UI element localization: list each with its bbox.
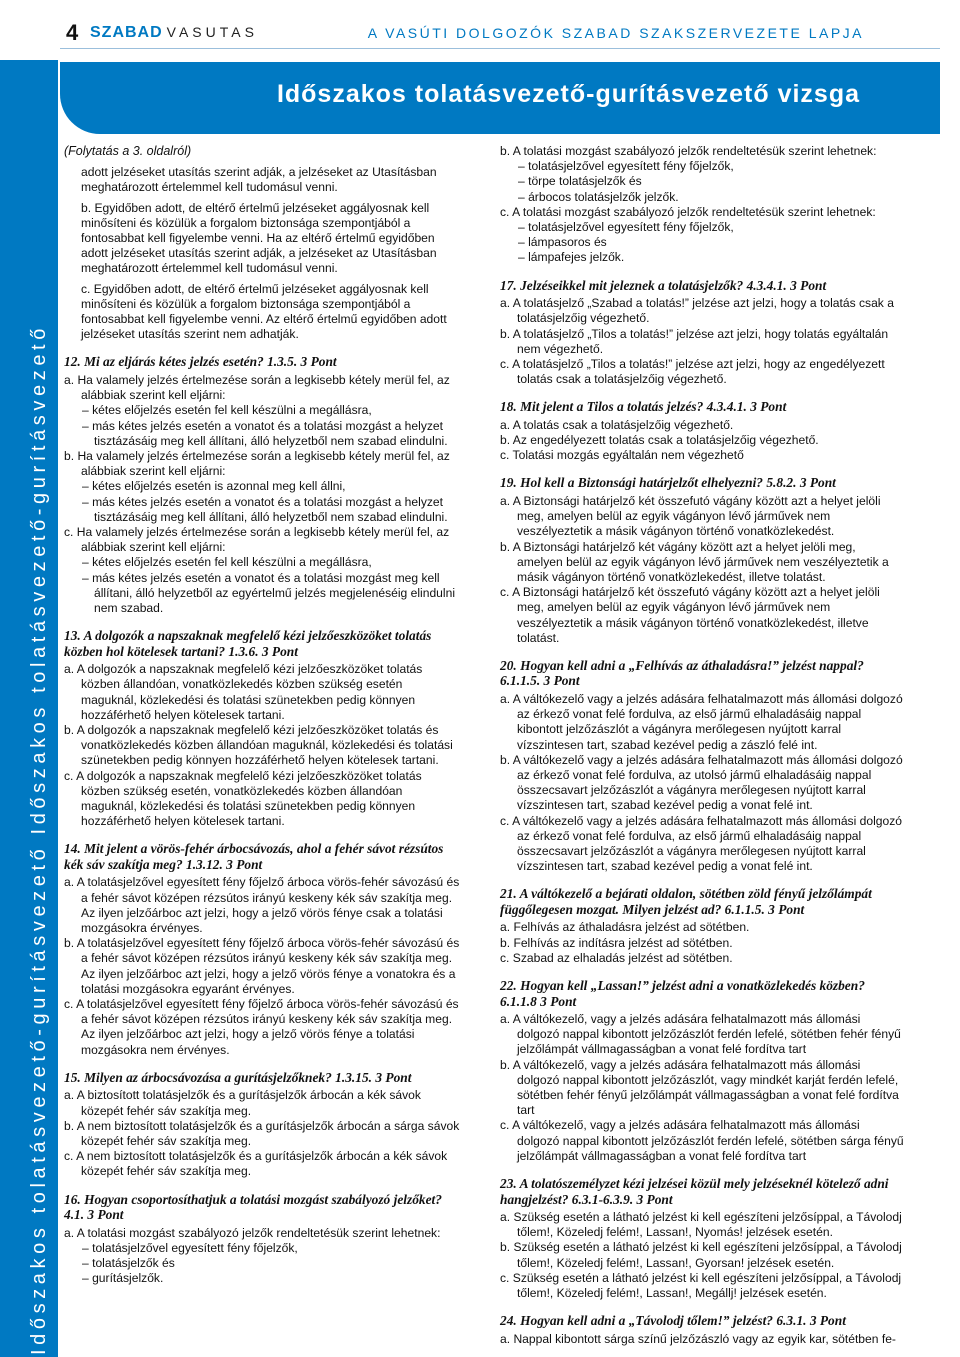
question-heading: 23. A tolatószemélyzet kézi jelzései közül mely jelzéseknél kötelező adni hangjelzést? 6.3.1-6.3.9. 3 Pont [500, 1176, 889, 1207]
answer-option: b. Ha valamely jelzés értelmezése során a legkisebb kétely merül fel, az alábbiak szerint kell eljárni: [64, 448, 450, 479]
answer-option: c. A nem biztosított tolatásjelzők és a gurításjelzők árbocán a kék sávok közepét fehér sáv szakítja meg. [64, 1149, 448, 1179]
answer-option: c. A dolgozók a napszaknak megfelelő kézi jelzőeszközöket tolatás közben szükség esetén, vonatközlekedés közben állandóan maguknál, közlekedési és tolatási szünetekben pedig könnyen hozzáférhető helyen kötelesek tartani. [64, 768, 422, 829]
answer-bullet: – lámpafejes jelzők. [518, 250, 625, 265]
answer-option: a. Nappal kibontott sárga színű jelzőzászló vagy az egyik kar, sötétben fe- [500, 1331, 896, 1346]
answer-option: a. A tolatási mozgást szabályozó jelzők rendeltetésük szerint lehetnek: [64, 1225, 441, 1240]
question-heading: 15. Milyen az árbocsávozása a gurításjelzőknek? 1.3.15. 3 Pont [64, 1069, 412, 1085]
answer-option: b. A tolatási mozgást szabályozó jelzők rendeltetésük szerint lehetnek: [500, 144, 877, 158]
answer-bullet: – kétes előjelzés esetén fel kell készülni a megállásra, [82, 555, 372, 570]
answer-bullet: – más kétes jelzés esetén a vonatot és a tolatási mozgást meg kell állítani, álló helyzetből az egyértelmű jelzés megjelenéséig elindulni nem szabad. [82, 570, 456, 615]
answer-bullet: – tolatásjelzővel egyesített fény főjelzők, [518, 220, 734, 235]
answer-option: b. Felhívás az indításra jelzést ad sötétben. [500, 935, 733, 950]
answer-option: b. Szükség esetén a látható jelzést ki kell egészíteni jelzősíppal, a Távolodj tőlem!, Közeledj felém!, Lassan!, Gyorsan! jelzések esetén. [500, 1240, 902, 1270]
answer-option: a. A biztosított tolatásjelzők és a gurításjelzők árbocán a kék sávok közepét fehér sáv szakítja meg. [64, 1088, 421, 1118]
brand-light: VASUTAS [166, 24, 258, 40]
answer-option: c. Tolatási mozgás egyáltalán nem végezhető [500, 448, 744, 463]
title-bar [60, 62, 940, 134]
answer-option: c. Szükség esetén a látható jelzést ki kell egészíteni jelzősíppal, a Távolodj tőlem!, Közeledj felém!, Lassan!, Megállj! jelzések esetén. [500, 1270, 902, 1301]
answer-option: a. A tolatásjelző „Szabad a tolatás!” jelzése azt jelzi, hogy a tolatás csak a tolatásjelzőig végezhető. [500, 296, 894, 326]
page-number: 4 [66, 20, 79, 45]
question-heading: 13. A dolgozók a napszaknak megfelelő kézi jelzőeszközöket tolatás közben hol kötelesek tartani? 1.3.6. 3 Pont [64, 628, 432, 659]
answer-option: c. A váltókezelő vagy a jelzés adására felhatalmazott más állomási dolgozó az érkező vonat felé fordulva, az első jármű elhaladásáig nappal összecsavart jelzőzászlót a vágányra merőlegesen nyújtott karral vízszintesen tart, szabad kezével pedig a vonat felé int. [500, 813, 902, 874]
answer-bullet: – tolatásjelzővel egyesített fény főjelzők, [518, 159, 734, 174]
answer-option: a. A tolatásjelzővel egyesített fény főjelző árboca vörös-fehér sávozású és a fehér sávot középen rézsútos irányú keskeny kék sáv szakítja meg. Az ilyen jelzőárboc azt jelzi, hogy a jelző vörös fénye csak a tolatási mozgásokra érvényes. [64, 875, 460, 936]
brand-logo [90, 24, 258, 42]
answer-option: a. Ha valamely jelzés értelmezése során a legkisebb kétely merül fel, az alábbiak szerint kell eljárni: [64, 372, 450, 403]
answer-bullet: – törpe tolatásjelzők és [518, 174, 642, 189]
answer-option: a. A váltókezelő, vagy a jelzés adására felhatalmazott más állomási dolgozó nappal kibontott jelzőzászlót ferdén lefelé, sötétben fehér fényű jelzőlámpát vállmagasságban a vonat felé fordítva tart [500, 1012, 901, 1057]
question-heading: 16. Hogyan csoportosíthatjuk a tolatási mozgást szabályozó jelzőket? 4.1. 3 Pont [64, 1191, 442, 1223]
sidebar-band [0, 60, 58, 1357]
answer-option: b. A tolatásjelző „Tilos a tolatás!” jelzése azt jelzi, hogy tolatás egyáltalán nem végezhető. [500, 326, 889, 356]
question-heading: 18. Mit jelent a Tilos a tolatás jelzés? 4.3.4.1. 3 Pont [500, 399, 787, 415]
answer-option: c. Szabad az elhaladás jelzést ad sötétben. [500, 950, 733, 965]
answer-option: b. Az engedélyezett tolatás csak a tolatásjelzőig végezhető. [500, 433, 819, 448]
answer-option: b. A tolatásjelzővel egyesített fény főjelző árboca vörös-fehér sávozású és a fehér sávot középen rézsútos irányú keskeny kék sáv szakítja meg. Az ilyen jelzőárboc azt jelzi, hogy a jelző vörös fénye a vonatokra és a tolatási mozgásokra egyaránt érvényes. [64, 936, 460, 996]
question-heading: 17. Jelzéseikkel mit jeleznek a tolatásjelzők? 4.3.4.1. 3 Pont [500, 277, 827, 293]
answer-option: b. A Biztonsági határjelző két vágány között azt a helyet jelöli meg, amelyen belül az egyik vágányon lévő járművek nem veszélyeztetik a másik vágányon történő vonatközlekedést, illetve tolatást. [500, 539, 889, 584]
answer-option: c. A tolatási mozgást szabályozó jelzők rendeltetésük szerint lehetnek: [500, 204, 876, 219]
question-heading: 22. Hogyan kell „Lassan!” jelzést adni a vonatközlekedés közben? 6.1.1.8 3 Pont [500, 978, 865, 1009]
paragraph: adott jelzéseket utasítás szerint adják, a jelzéseket az Utasításban meghatározott értelemmel kell tudomásul venni. [81, 165, 437, 195]
question-heading: 19. Hol kell a Biztonsági határjelzőt elhelyezni? 5.8.2. 3 Pont [500, 475, 836, 491]
answer-bullet: – kétes előjelzés esetén fel kell készülni a megállásra, [82, 403, 372, 418]
answer-option: c. A tolatásjelző „Tilos a tolatás!” jelzése azt jelzi, hogy az engedélyezett tolatás csak a tolatásjelzőig végezhető. [500, 356, 885, 387]
question-heading: 14. Mit jelent a vörös-fehér árbocsávozás, ahol a fehér sávot rézsútos kék sáv szakítja meg? 1.3.12. 3 Pont [64, 841, 444, 872]
brand-bold: SZABAD [90, 24, 163, 41]
answer-bullet: – gurításjelzők. [82, 1271, 164, 1286]
page-header [0, 0, 960, 60]
answer-option: a. A tolatás csak a tolatásjelzőig végezhető. [500, 417, 734, 432]
header-tagline: A VASÚTI DOLGOZÓK SZABAD SZAKSZERVEZETE LAPJA [367, 25, 864, 41]
answer-option: c. Ha valamely jelzés értelmezése során a legkisebb kétely merül fel, az alábbiak szerint kell eljárni: [64, 524, 450, 555]
page-title: Időszakos tolatásvezető-gurításvezető vizsga [276, 80, 860, 108]
question-heading: 12. Mi az eljárás kétes jelzés esetén? 1.3.5. 3 Pont [64, 354, 337, 370]
answer-bullet: – más kétes jelzés esetén a vonatot és a tolatási mozgást a helyzet tisztázásáig meg kell állítani, álló helyzetből nem szabad elindulni. [82, 418, 448, 448]
answer-option: b. A váltókezelő vagy a jelzés adására felhatalmazott más állomási dolgozó az érkező vonat felé fordulva, az utolsó jármű elhaladásáig nappal összecsavart jelzőzászlót a vágányra merőlegesen nyújtott karral vízszintesen tart, szabad kezével pedig a vonat felé int. [500, 752, 903, 813]
sidebar-text: Időszakos tolatásvezető-gurításvezető Időszakos tolatásvezető-gurításvezető [28, 324, 50, 1355]
left-column [64, 144, 460, 1286]
answer-option: c. A tolatásjelzővel egyesített fény főjelző árboca vörös-fehér sávozású és a fehér sávot középen rézsútos irányú keskeny kék sáv szakítja meg. Az ilyen jelzőárboc azt jelzi, hogy a jelző vörös fénye a tolatási mozgásokra nem érvényes. [64, 997, 459, 1057]
answer-bullet: – lámpasoros és [518, 235, 607, 250]
answer-bullet: – kétes előjelzés esetén is azonnal meg kell állni, [82, 479, 346, 494]
continued-note: (Folytatás a 3. oldalról) [64, 144, 192, 158]
paragraph: c. Egyidőben adott, de eltérő értelmű jelzéseket aggályosnak kell minősíteni és közülük a forgalom biztonsága szempontjából a fontosabbat kell figyelembe venni. Az eltérő értelmű egyidőben adott jelzéseket utasítás szerint nem adhatják. [81, 281, 447, 342]
answer-option: a. A váltókezelő vagy a jelzés adására felhatalmazott más állomási dolgozó az érkező vonat felé fordulva, az első jármű elhaladásáig nappal kibontott jelzőzászlót a vágányra merőlegesen nyújtott karral vízszintesen tart, szabad kezével pedig a zászló felé int. [500, 691, 903, 752]
answer-option: b. A váltókezelő, vagy a jelzés adására felhatalmazott más állomási dolgozó nappal kibontott jelzőzászlót, vagy mindkét karját ferdén lefelé, sötétben fehér fényű jelzőlámpát vállmagasságban a vonat felé fordítva tart [500, 1057, 899, 1118]
answer-bullet: – más kétes jelzés esetén a vonatot és a tolatási mozgást a helyzet tisztázásáig meg kell állítani, álló helyzetből nem szabad elindulni. [82, 494, 448, 524]
answer-option: a. Szükség esetén a látható jelzést ki kell egészíteni jelzősíppal, a Távolodj tőlem!, Közeledj felém!, Lassan!, Nyomás! jelzések esetén. [500, 1210, 902, 1240]
question-heading: 24. Hogyan kell adni a „Távolodj tőlem!” jelzést? 6.3.1. 3 Pont [500, 1313, 846, 1329]
right-column [500, 144, 904, 1347]
answer-option: c. A váltókezelő, vagy a jelzés adására felhatalmazott más állomási dolgozó nappal kibontott jelzőzászlót ferdén lefelé, sötétben sárga fényű jelzőlámpát vállmagasságban a vonat felé fordítva tart [500, 1118, 904, 1163]
question-heading: 20. Hogyan kell adni a „Felhívás az áthaladásra!” jelzést nappal? 6.1.1.5. 3 Pont [500, 657, 864, 689]
answer-bullet: – tolatásjelzők és [82, 1255, 175, 1270]
paragraph: b. Egyidőben adott, de eltérő értelmű jelzéseket aggályosnak kell minősíteni és közülük a forgalom biztonsága szempontjából a fontosabbat kell figyelembe venni. Ha az eltérő értelmű egyidőben adott jelzéseket utasítás szerint adják, a jelzéseket az Utasításban meghatározott értelemmel kell tudomásul venni. [81, 200, 437, 276]
answer-option: a. Felhívás az áthaladásra jelzést ad sötétben. [500, 920, 750, 935]
answer-option: b. A dolgozók a napszaknak megfelelő kézi jelzőeszközöket tolatás és vonatközlekedés közben állandóan maguknál, közlekedési és tolatási szünetekben pedig könnyen hozzáférhető helyen kötelesek tartani. [64, 723, 453, 768]
answer-option: a. A Biztonsági határjelző két összefutó vágány között azt a helyet jelöli meg, amelyen belül az egyik vágányon lévő járművek nem veszélyeztetik a másik vágányon történő vonatközlekedést. [500, 493, 881, 539]
answer-option: c. A Biztonsági határjelző két összefutó vágány között azt a helyet jelöli meg, amelyen belül az egyik vágányon lévő járművek nem veszélyeztetik a másik vágányon történő vonatközlekedést, illetve tolatást. [500, 585, 880, 645]
answer-option: a. A dolgozók a napszaknak megfelelő kézi jelzőeszközöket tolatás közben állandóan, vonatközlekedés közben szükség esetén maguknál, közlekedési és tolatási szünetekben pedig könnyen hozzáférhető helyen kötelesek tartani. [64, 662, 423, 722]
header-divider [60, 48, 940, 49]
question-heading: 21. A váltókezelő a bejárati oldalon, sötétben zöld fényű jelzőlámpát függőlegesen mozgat. Milyen jelzést ad? 6.1.1.5. 3 Pont [500, 886, 872, 917]
answer-option: b. A nem biztosított tolatásjelzők és a gurításjelzők árbocán a sárga sávok közepét fehér sáv szakítja meg. [64, 1118, 460, 1148]
answer-bullet: – tolatásjelzővel egyesített fény főjelzők, [82, 1240, 298, 1255]
answer-bullet: – árbocos tolatásjelzők jelzők. [518, 189, 679, 204]
